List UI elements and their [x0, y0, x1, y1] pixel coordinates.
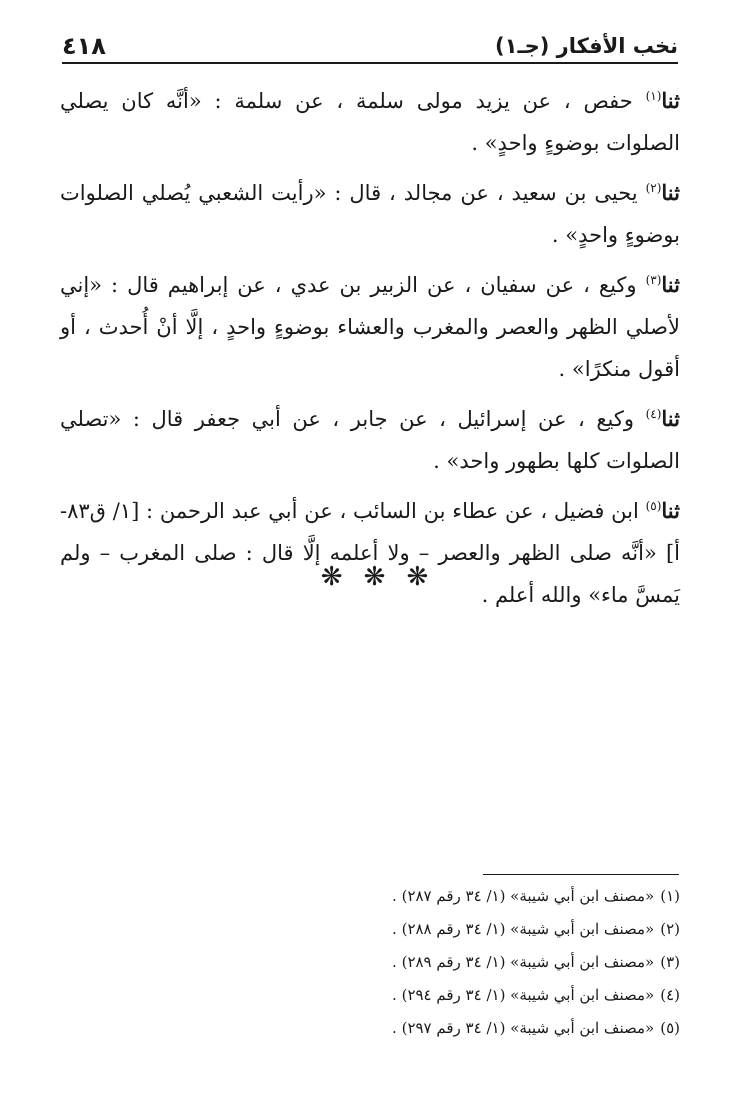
footnotes [60, 880, 680, 1045]
footnote-number: (٥) [660, 1019, 680, 1037]
narration-lead: ثنا [661, 180, 680, 205]
footnote-item [60, 1012, 680, 1045]
narration-lead: ثنا [661, 272, 680, 297]
footnote-number: (٤) [660, 986, 680, 1004]
footnote-text: «مصنف ابن أبي شيبة» (١/ ٣٤ رقم ٢٨٧) . [392, 887, 655, 905]
book-title: نخب الأفكار (جـ١) [495, 34, 678, 58]
main-text [60, 80, 680, 624]
narration-paragraph [60, 172, 680, 256]
footnote-reference[interactable]: (٥) [645, 499, 662, 513]
footnote-text: «مصنف ابن أبي شيبة» (١/ ٣٤ رقم ٢٩٧) . [392, 1019, 655, 1037]
narration-text: وكيع ، عن إسرائيل ، عن جابر ، عن أبي جعفر قال : «تصلي الصلوات كلها بطهور واحد» . [60, 407, 680, 473]
narration-text: حفص ، عن يزيد مولى سلمة ، عن سلمة : «أنَّه كان يصلي الصلوات بوضوءٍ واحدٍ» . [60, 89, 680, 155]
footnote-reference[interactable]: (٢) [645, 181, 662, 195]
footnote-text: «مصنف ابن أبي شيبة» (١/ ٣٤ رقم ٢٩٤) . [392, 986, 655, 1004]
footnote-item [60, 979, 680, 1012]
footnote-number: (٣) [660, 953, 680, 971]
footnote-number: (٢) [660, 920, 680, 938]
footnote-reference[interactable]: (٤) [645, 407, 662, 421]
footnote-reference[interactable]: (١) [645, 89, 662, 103]
footnote-text: «مصنف ابن أبي شيبة» (١/ ٣٤ رقم ٢٨٩) . [392, 953, 655, 971]
footnote-number: (١) [660, 887, 680, 905]
narration-text: يحيى بن سعيد ، عن مجالد ، قال : «رأيت الشعبي يُصلي الصلوات بوضوءٍ واحدٍ» . [60, 181, 680, 247]
narration-lead: ثنا [661, 498, 680, 523]
narration-text: ابن فضيل ، عن عطاء بن السائب ، عن أبي عبد الرحمن : [١/ ق٨٣-أ] «أنَّه صلى الظهر والعصر – ولا أعلمه إلَّا قال : صلى المغرب – ولم يَمسَّ ماء» والله أعلم . [60, 499, 680, 607]
narration-paragraph [60, 490, 680, 616]
footnote-text: «مصنف ابن أبي شيبة» (١/ ٣٤ رقم ٢٨٨) . [392, 920, 655, 938]
section-separator: ❋ ❋ ❋ [320, 562, 435, 592]
narration-paragraph [60, 80, 680, 164]
footnote-divider [483, 874, 679, 875]
footnote-reference[interactable]: (٣) [645, 273, 662, 287]
narration-paragraph [60, 398, 680, 482]
narration-lead: ثنا [661, 406, 680, 431]
footnote-item [60, 913, 680, 946]
running-header [62, 30, 678, 64]
narration-paragraph [60, 264, 680, 390]
narration-text: وكيع ، عن سفيان ، عن الزبير بن عدي ، عن إبراهيم قال : «إني لأصلي الظهر والعصر والمغرب والعشاء بوضوءٍ واحدٍ ، إلَّا أنْ أُحدث ، أو أقول منكرًا» . [60, 273, 680, 381]
narration-lead: ثنا [661, 88, 680, 113]
footnote-item [60, 880, 680, 913]
footnote-item [60, 946, 680, 979]
page-number: ٤١٨ [62, 32, 106, 60]
